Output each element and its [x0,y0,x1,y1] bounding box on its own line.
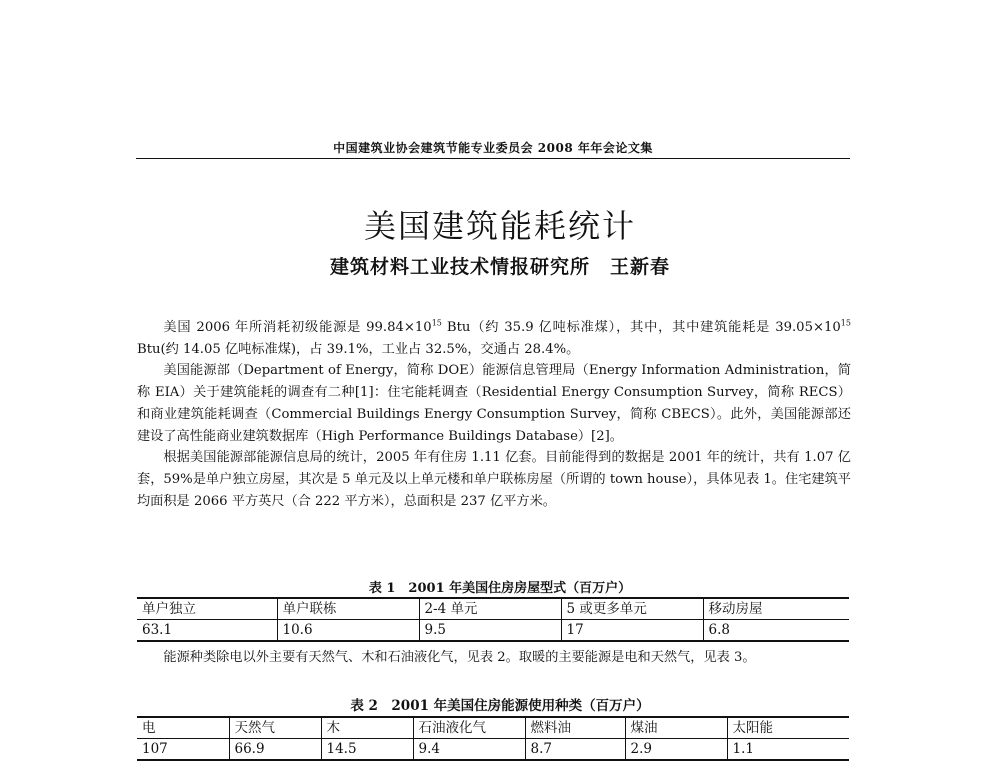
table1-caption: 表 1 2001 年美国住房房屋型式（百万户） [368,581,632,596]
table2-header-cell: 天然气 [229,717,321,739]
table1-header-row [137,598,849,620]
table2-header-cell: 木 [321,717,413,739]
table1-header-cell: 单户联栋 [277,598,419,620]
header-rule [136,158,850,159]
table1-value-cell: 10.6 [277,620,419,642]
paragraph-4: 能源种类除电以外主要有天然气、木和石油液化气，见表 2。取暖的主要能源是电和天然气，见表 3。 [163,650,756,665]
table1-value-row [137,620,849,642]
table1-header-cell: 5 或更多单元 [561,598,703,620]
para1-exponent-b: 15 [840,318,851,328]
paragraph-2: 美国能源部（Department of Energy，简称 DOE）能源信息管理局（Energy Information Administration，简称 EIA）关于建筑能耗的调查有二种[1]：住宅能耗调查（Residential Energy Consumption Survey，简称 RECS）和商业建筑能耗调查（Commercial Buildings Energy Consumption Survey，简称 CBECS）。此外，美国能源部还建设了高性能商业建筑数据库（High Performance Buildings Database）[2]。 [137,363,851,444]
para1-part-c: Btu(约 14.05 亿吨标准煤)，占 39.1%，工业占 32.5%，交通占 28.4%。 [137,341,580,357]
table2-value-cell: 2.9 [625,739,727,761]
table2-value-cell: 8.7 [525,739,625,761]
proceedings-header: 中国建筑业协会建筑节能专业委员会 2008 年年会论文集 [333,141,653,155]
body-text-2 [137,647,851,669]
para1-exponent-a: 15 [431,318,442,328]
para1-part-b: Btu（约 35.9 亿吨标准煤），其中，其中建筑能耗是 39.05×10 [441,320,841,335]
table2-value-cell: 1.1 [727,739,849,761]
table2-header-cell: 燃料油 [525,717,625,739]
table1 [137,597,849,642]
table2-header-cell: 太阳能 [727,717,849,739]
table2-header-cell: 煤油 [625,717,727,739]
table1-header-cell: 单户独立 [137,598,277,620]
paragraph-3: 根据美国能源部能源信息局的统计，2005 年有住房 1.11 亿套。目前能得到的数据是 2001 年的统计，共有 1.07 亿套，59%是单户独立房屋，其次是 5 单元及以上单元楼和单户联栋房屋（所谓的 town house），具体见表 1。住宅建筑平均面积是 2066 平方英尺（合 222 平方米），总面积是 237 亿平方米。 [137,450,851,509]
table2-value-cell: 66.9 [229,739,321,761]
body-text [137,317,851,512]
table2-header-row [137,717,849,739]
table1-header-cell: 2-4 单元 [419,598,561,620]
author-line: 建筑材料工业技术情报研究所 王新春 [329,256,670,278]
table2 [137,716,849,761]
table1-value-cell: 6.8 [703,620,849,642]
paper-title: 美国建筑能耗统计 [363,207,636,245]
table2-caption: 表 2 2001 年美国住房能源使用种类（百万户） [350,698,650,714]
table2-value-cell: 9.4 [413,739,525,761]
table2-header-cell: 石油液化气 [413,717,525,739]
table2-value-cell: 107 [137,739,229,761]
table1-value-cell: 63.1 [137,620,277,642]
table1-header-cell: 移动房屋 [703,598,849,620]
table2-header-cell: 电 [137,717,229,739]
table2-value-row [137,739,849,761]
table1-value-cell: 17 [561,620,703,642]
paragraph-1 [137,317,851,360]
table1-value-cell: 9.5 [419,620,561,642]
para1-part-a: 美国 2006 年所消耗初级能源是 99.84×10 [163,320,432,335]
table2-value-cell: 14.5 [321,739,413,761]
